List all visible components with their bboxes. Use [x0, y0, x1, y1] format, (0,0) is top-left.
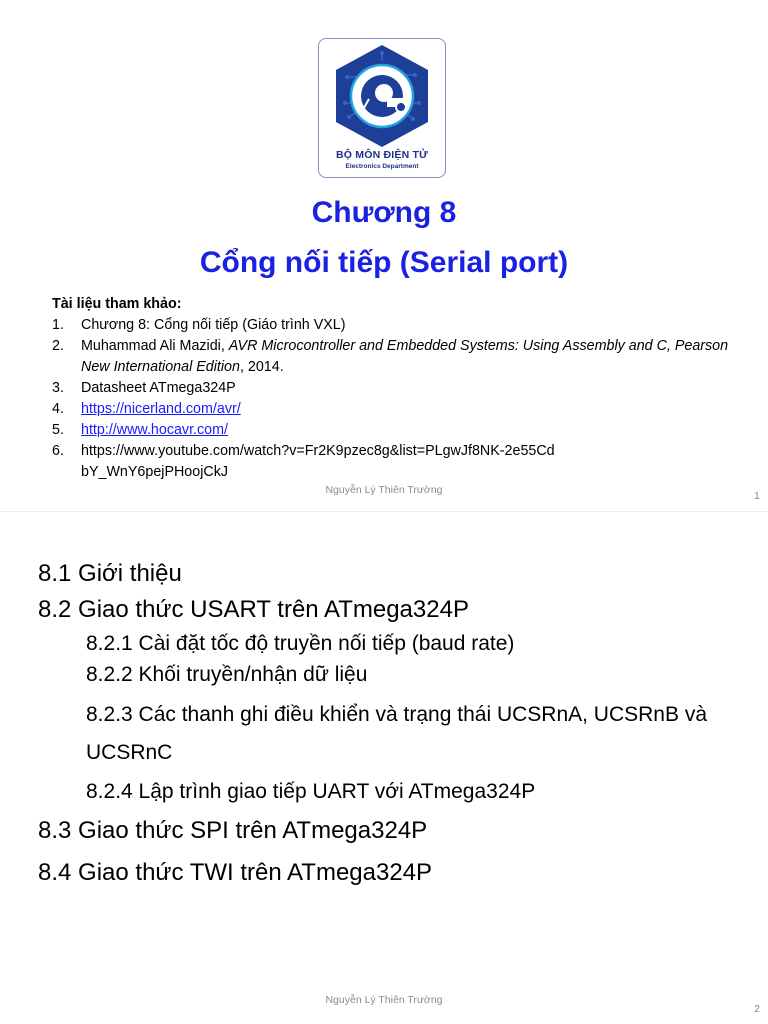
reference-year: , 2014. [239, 359, 284, 375]
outline-subitem: 8.2.2 Khối truyền/nhận dữ liệu [86, 663, 368, 686]
chapter-outline [38, 556, 758, 891]
reference-item [52, 441, 752, 483]
slide-2 [0, 512, 768, 1024]
slide-footer: Nguyễn Lý Thiên Trường [325, 484, 443, 496]
reference-item [52, 378, 752, 399]
outline-subitem: 8.2.3 Các thanh ghi điều khiển và trạng thái UCSRnA, UCSRnB và UCSRnC [86, 703, 708, 764]
logo-text-main: BỘ MÔN ĐIỆN TỬ [335, 149, 428, 161]
logo-text-sub: Electronics Department [345, 163, 419, 170]
reference-author: Muhammad Ali Mazidi, [81, 338, 229, 354]
reference-number: 2. [52, 338, 64, 354]
reference-youtube-url: https://www.youtube.com/watch?v=Fr2K9pzec8g&list=PLgwJf8NK-2e55CdbY_WnY6pejPHoojCkJ [81, 443, 555, 480]
outline-subitem: 8.2.4 Lập trình giao tiếp UART với ATmega324P [86, 780, 536, 803]
page-number: 1 [754, 490, 760, 502]
slide-footer: Nguyễn Lý Thiên Trường [325, 994, 443, 1006]
reference-link-hocavr[interactable]: http://www.hocavr.com/ [81, 422, 228, 438]
reference-text: Chương 8: Cổng nối tiếp (Giáo trình VXL) [81, 317, 346, 333]
references-section [52, 294, 752, 483]
reference-item [52, 315, 752, 336]
department-logo [318, 38, 446, 178]
reference-number: 1. [52, 317, 64, 333]
logo-emblem-icon [327, 43, 437, 151]
reference-item [52, 336, 752, 378]
outline-subitem: 8.2.1 Cài đặt tốc độ truyền nối tiếp (baud rate) [86, 632, 515, 655]
page-number: 2 [754, 1003, 760, 1015]
reference-item [52, 399, 752, 420]
reference-number: 5. [52, 422, 64, 438]
chapter-subtitle: Cổng nối tiếp (Serial port) [199, 246, 569, 279]
references-heading: Tài liệu tham khảo: [52, 296, 182, 312]
reference-number: 3. [52, 380, 64, 396]
outline-item: 8.2 Giao thức USART trên ATmega324P [38, 596, 469, 623]
reference-text: Datasheet ATmega324P [81, 380, 236, 396]
reference-number: 6. [52, 443, 64, 459]
outline-item: 8.3 Giao thức SPI trên ATmega324P [38, 817, 428, 844]
reference-number: 4. [52, 401, 64, 417]
outline-item: 8.4 Giao thức TWI trên ATmega324P [38, 859, 433, 886]
reference-link-nicerland[interactable]: https://nicerland.com/avr/ [81, 401, 241, 417]
reference-book-title: AVR Microcontroller and Embedded Systems: Using Assembly and C, Pearson New International Edition [81, 338, 729, 375]
outline-item: 8.1 Giới thiệu [38, 560, 182, 587]
chapter-title: Chương 8 [311, 196, 457, 229]
reference-item [52, 420, 752, 441]
